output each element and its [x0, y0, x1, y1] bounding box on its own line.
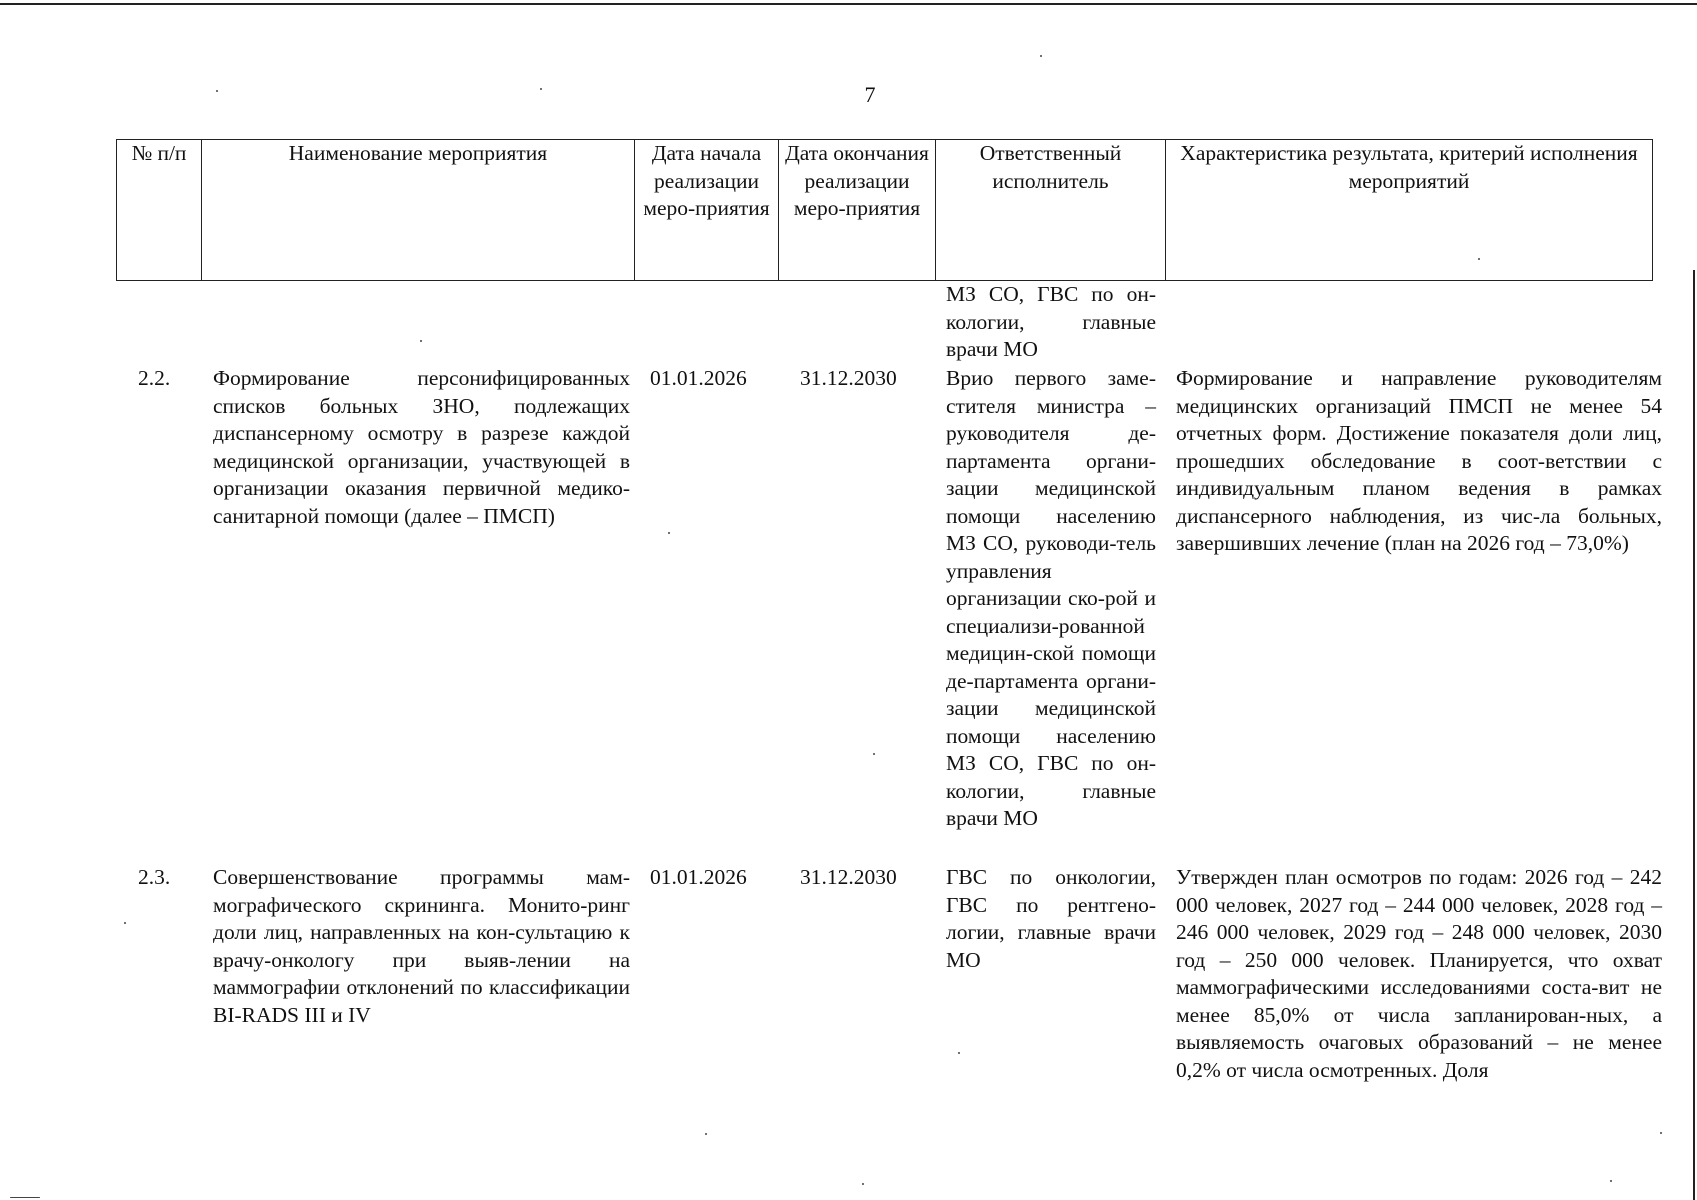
- scan-speck: [10, 1197, 40, 1198]
- scan-speck: [1478, 258, 1480, 260]
- scan-speck: [420, 340, 422, 342]
- scan-speck: [124, 922, 126, 924]
- header-event-name: Наименование мероприятия: [202, 140, 635, 281]
- continuation-responsible: МЗ СО, ГВС по он-кологии, главные врачи МО: [946, 282, 1156, 361]
- header-end-date: Дата окончания реализации меро-приятия: [779, 140, 936, 281]
- header-row: [117, 140, 1653, 281]
- scan-speck: [862, 1183, 864, 1185]
- scan-speck: [1040, 55, 1042, 57]
- row-2-2-end-date: 31.12.2030: [800, 366, 897, 390]
- scan-speck: [216, 90, 218, 92]
- row-2-3-end-date: 31.12.2030: [800, 865, 897, 889]
- scan-speck: [668, 532, 670, 534]
- row-2-3-start-date: 01.01.2026: [650, 865, 747, 889]
- scan-speck: [540, 88, 542, 90]
- row-2-2-responsible: Врио первого заме-стителя министра – руководителя де-партамента органи-зации медицинской помощи населению МЗ СО, руководи-тель управления организации ско-рой и специализи-рованной медицин-ской помощи де-партамента органи-зации медицинской помощи населению МЗ СО, ГВС по он-кологии, главные врачи МО: [946, 366, 1156, 830]
- row-2-3-result: Утвержден план осмотров по годам: 2026 год – 242 000 человек, 2027 год – 244 000 человек, 2028 год – 246 000 человек, 2029 год – 248 000 человек, 2030 год – 250 000 человек. Планируется, что охват маммографическими исследованиями соста-вит не менее 85,0% от числа запланирован-ных, а выявляемость очаговых образований – не менее 0,2% от числа осмотренных. Доля: [1176, 865, 1662, 1082]
- top-border-line: [0, 3, 1697, 5]
- row-2-3-number: 2.3.: [138, 865, 171, 889]
- row-2-2-name: Формирование персонифицированных списков больных ЗНО, подлежащих диспансерному осмотру в разрезе каждой медицинской организации, участвующей в организации оказания первичной медико-санитарной помощи (далее – ПМСП): [213, 366, 630, 528]
- header-number: № п/п: [117, 140, 202, 281]
- header-responsible: Ответственный исполнитель: [936, 140, 1166, 281]
- row-2-3-name: Совершенствование программы мам-мографического скрининга. Монито-ринг доли лиц, направленных на кон-сультацию к врачу-онкологу при выяв-лении на маммографии отклонений по классификации BI-RADS III и IV: [213, 865, 630, 1027]
- scan-speck: [705, 1133, 707, 1135]
- right-border-line: [1693, 270, 1695, 1200]
- row-2-3-responsible: ГВС по онкологии, ГВС по рентгено-логии, главные врачи МО: [946, 865, 1156, 972]
- row-2-2-result: Формирование и направление руководителям медицинских организаций ПМСП не менее 54 отчетных форм. Достижение показателя доли лиц, прошедших обследование в соот-ветствии с индивидуальным планом ведения в рамках диспансерного наблюдения, из чис-ла больных, завершивших лечение (план на 2026 год – 73,0%): [1176, 366, 1662, 555]
- header-result: Характеристика результата, критерий исполнения мероприятий: [1166, 140, 1653, 281]
- scan-speck: [1660, 1132, 1662, 1134]
- scan-speck: [873, 753, 875, 755]
- row-2-2-start-date: 01.01.2026: [650, 366, 747, 390]
- scan-speck: [958, 1052, 960, 1054]
- page-number: 7: [864, 82, 876, 107]
- header-start-date: Дата начала реализации меро-приятия: [635, 140, 779, 281]
- row-2-2-number: 2.2.: [138, 366, 171, 390]
- table-header: [116, 139, 1653, 281]
- scan-speck: [1610, 1180, 1612, 1182]
